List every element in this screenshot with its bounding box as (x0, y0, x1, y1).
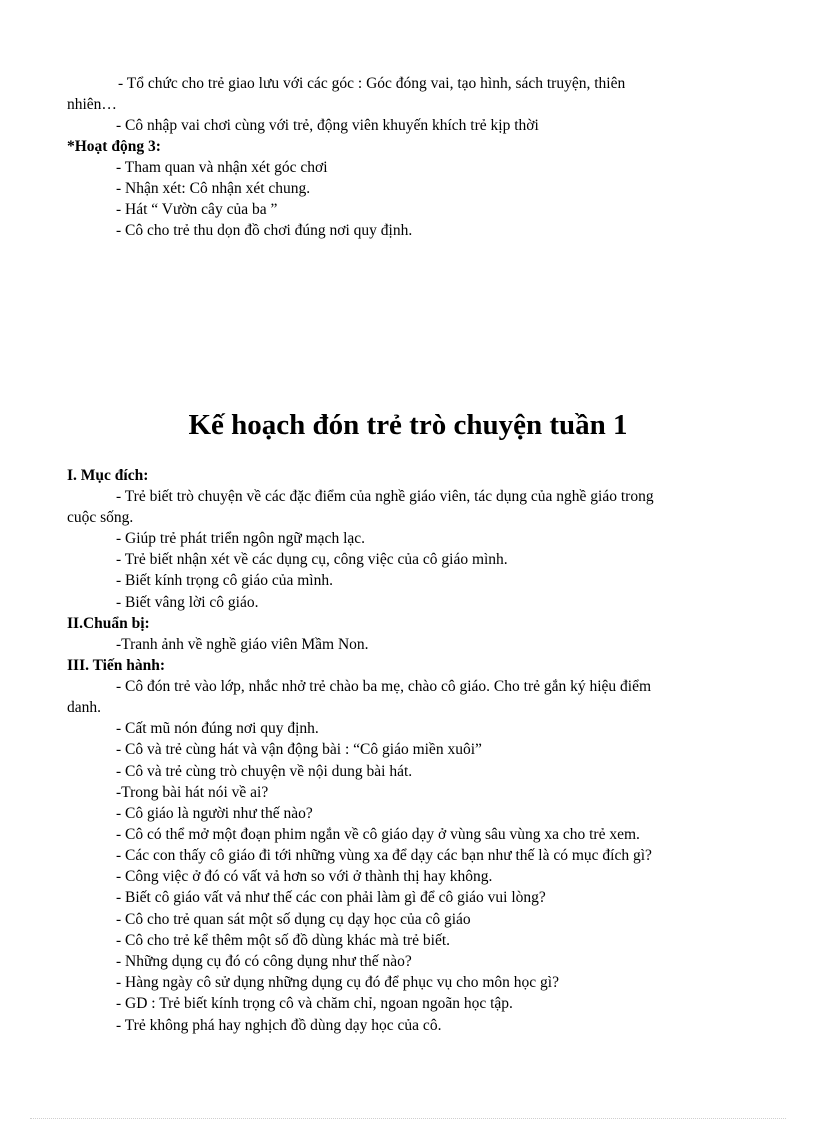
page-divider (30, 1118, 786, 1119)
text-line: cuộc sống. (67, 509, 134, 526)
text-line: - Biết kính trọng cô giáo của mình. (116, 572, 333, 589)
section-heading: I. Mục đích: (67, 467, 149, 484)
text-line: - Cô giáo là người như thế nào? (116, 805, 313, 822)
text-line: - Biết cô giáo vất vả như thế các con phải làm gì để cô giáo vui lòng? (116, 889, 546, 906)
section-heading: III. Tiến hành: (67, 657, 166, 674)
text-line: - GD : Trẻ biết kính trọng cô và chăm chỉ, ngoan ngoãn học tập. (116, 995, 513, 1012)
text-line: - Những dụng cụ đó có công dụng như thế nào? (116, 953, 412, 970)
text-line: - Cô cho trẻ kể thêm một số đồ dùng khác mà trẻ biết. (116, 932, 451, 949)
text-line: - Công việc ở đó có vất vả hơn so với ở thành thị hay không. (116, 868, 493, 885)
text-line: - Trẻ không phá hay nghịch đồ dùng dạy học của cô. (116, 1017, 442, 1034)
list-item: - Tham quan và nhận xét góc chơi (116, 159, 328, 176)
text-line: - Giúp trẻ phát triển ngôn ngữ mạch lạc. (116, 530, 366, 547)
text-line: - Trẻ biết nhận xét về các dụng cụ, công việc của cô giáo mình. (116, 551, 508, 568)
page-title: Kế hoạch đón trẻ trò chuyện tuần 1 (188, 409, 628, 441)
text-line: - Cô đón trẻ vào lớp, nhắc nhở trẻ chào ba mẹ, chào cô giáo. Cho trẻ gắn ký hiệu điểm (116, 678, 652, 695)
text-line: nhiên… (67, 96, 117, 113)
list-item: - Cô cho trẻ thu dọn đồ chơi đúng nơi quy định. (116, 222, 413, 239)
text-line: - Tổ chức cho trẻ giao lưu với các góc : Góc đóng vai, tạo hình, sách truyện, thiên (118, 75, 626, 92)
text-line: danh. (67, 699, 102, 716)
section-heading: II.Chuẩn bị: (67, 615, 150, 632)
list-item: - Hát “ Vườn cây của ba ” (116, 201, 278, 218)
text-line: -Tranh ảnh về nghề giáo viên Mầm Non. (116, 636, 369, 653)
text-line: -Trong bài hát nói về ai? (116, 784, 269, 801)
text-line: - Trẻ biết trò chuyện về các đặc điểm của nghề giáo viên, tác dụng của nghề giáo trong (116, 488, 654, 505)
text-line: - Cô và trẻ cùng hát và vận động bài : “Cô giáo miền xuôi” (116, 741, 482, 758)
text-line: - Cô nhập vai chơi cùng với trẻ, động viên khuyến khích trẻ kịp thời (116, 117, 539, 134)
text-line: - Hàng ngày cô sử dụng những dụng cụ đó để phục vụ cho môn học gì? (116, 974, 559, 991)
activity-heading: *Hoạt động 3: (67, 138, 161, 155)
text-line: - Biết vâng lời cô giáo. (116, 594, 259, 611)
list-item: - Nhận xét: Cô nhận xét chung. (116, 180, 311, 197)
text-line: - Các con thấy cô giáo đi tới những vùng xa để dạy các bạn như thế là có mục đích gì? (116, 847, 652, 864)
text-line: - Cất mũ nón đúng nơi quy định. (116, 720, 319, 737)
text-line: - Cô và trẻ cùng trò chuyện về nội dung bài hát. (116, 763, 413, 780)
text-line: - Cô cho trẻ quan sát một số dụng cụ dạy học của cô giáo (116, 911, 471, 928)
text-line: - Cô có thể mở một đoạn phim ngắn về cô giáo dạy ở vùng sâu vùng xa cho trẻ xem. (116, 826, 640, 843)
